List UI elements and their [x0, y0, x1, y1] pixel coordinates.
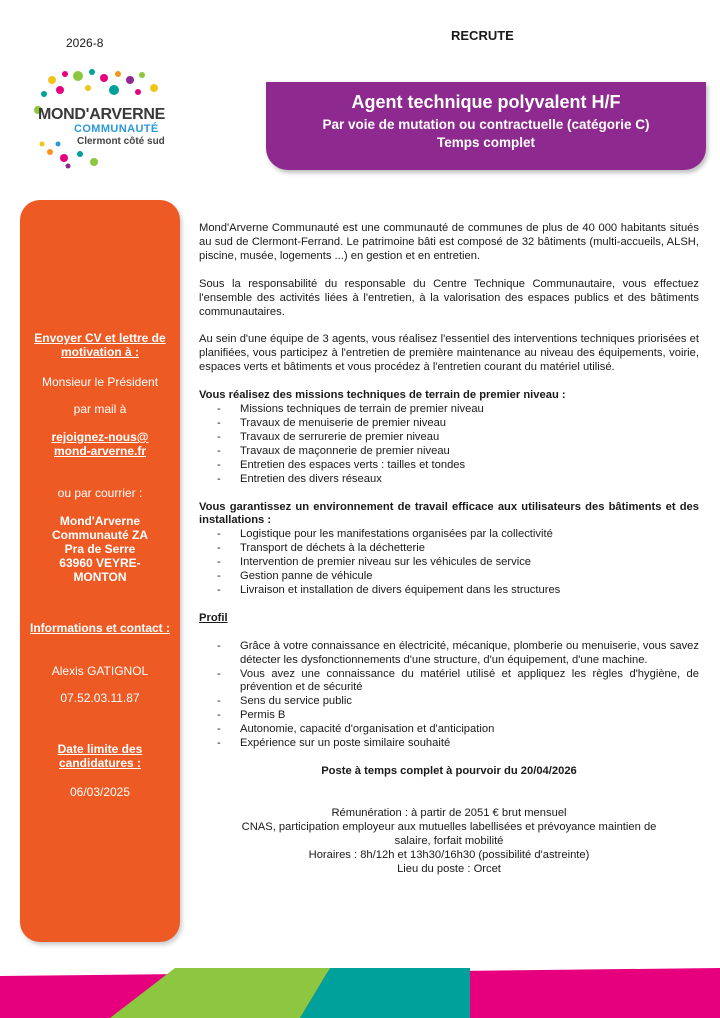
- logo-subtitle: COMMUNAUTÉ: [74, 123, 159, 135]
- work-location: Lieu du poste : Orcet: [397, 862, 501, 875]
- poste-availability: Poste à temps complet à pourvoir du 20/04/2026: [321, 765, 577, 777]
- benefits: CNAS, participation employeur aux mutuelles labellisées et prévoyance maintien de salaire, forfait mobilité: [241, 820, 657, 847]
- list-item: - Livraison et installation de divers équipement dans les structures: [217, 584, 699, 598]
- application-email-link[interactable]: rejoignez-nous@mond-arverne.fr: [51, 430, 149, 458]
- deadline-heading: Date limite des candidatures :: [57, 742, 143, 770]
- logo-name: MOND'ARVERNE: [38, 106, 166, 123]
- decorative-color-stripe: [0, 968, 720, 1018]
- list-item: - Intervention de premier niveau sur les véhicules de service: [217, 556, 699, 570]
- section2-list: [199, 528, 699, 598]
- recrute-heading: RECRUTE: [451, 28, 514, 43]
- postal-address: Mond'Arverne Communauté ZA Pra de Serre 63960 VEYRE-MONTON: [52, 514, 148, 584]
- working-hours: Horaires : 8h/12h et 13h30/16h30 (possibilité d'astreinte): [308, 848, 590, 861]
- job-title: Agent technique polyvalent H/F: [351, 92, 621, 112]
- deadline-date: 06/03/2025: [69, 785, 131, 799]
- send-cv-heading: Envoyer CV et lettre de motivation à :: [34, 331, 166, 359]
- job-description: [199, 222, 699, 876]
- list-item: - Travaux de maçonnerie de premier niveau: [217, 445, 699, 459]
- list-item: - Permis B: [217, 709, 699, 723]
- job-contract-type: Par voie de mutation ou contractuelle (catégorie C): [322, 117, 650, 132]
- section1-title: Vous réalisez des missions techniques de terrain de premier niveau :: [199, 389, 566, 402]
- profil-heading: Profil: [199, 611, 228, 624]
- intro-paragraph-3: Au sein d'une équipe de 3 agents, vous réalisez l'essentiel des interventions techniques priorisées et planifiées, vous participez à l'entretien de première maintenance au niveau des équipements, voirie, espaces verts et bâtiments et vous procédez à l'entretien courant du matériel utilisé.: [199, 333, 699, 374]
- section2-title: Vous garantissez un environnement de travail efficace aux utilisateurs des bâtiments et des installations :: [199, 500, 699, 527]
- contact-name: Alexis GATIGNOL: [51, 664, 149, 678]
- list-item: - Grâce à votre connaissance en électricité, mécanique, plomberie ou menuiserie, vous savez détecter les dysfonctionnements d'une structure, d'un équipement, d'une machine.: [217, 640, 699, 668]
- intro-paragraph-1: Mond'Arverne Communauté est une communauté de communes de plus de 40 000 habitants situés au sud de Clermont-Ferrand. Le patrimoine bâti est composé de 32 bâtiments (multi-accueils, ALSH, piscine, musée, logements ...) en gestion et en entretien.: [199, 222, 699, 262]
- list-item: - Gestion panne de véhicule: [217, 570, 699, 584]
- section1-list: [199, 403, 699, 486]
- list-item: - Autonomie, capacité d'organisation et d'anticipation: [217, 723, 699, 737]
- list-item: - Travaux de menuiserie de premier niveau: [217, 417, 699, 431]
- list-item: - Missions techniques de terrain de premier niveau: [217, 403, 699, 417]
- application-sidebar: [20, 200, 180, 942]
- job-title-banner: [266, 82, 706, 170]
- list-item: - Vous avez une connaissance du matériel utilisé et appliquez les règles d'hygiène, de prévention et de sécurité: [217, 668, 699, 696]
- list-item: - Entretien des divers réseaux: [217, 473, 699, 487]
- by-post-label: ou par courrier :: [57, 486, 143, 500]
- list-item: - Sens du service public: [217, 695, 699, 709]
- contact-phone: 07.52.03.11.87: [60, 691, 140, 705]
- logo-tagline: Clermont côté sud: [77, 136, 165, 147]
- mondarverne-logo: [30, 66, 190, 170]
- list-item: - Travaux de serrurerie de premier niveau: [217, 431, 699, 445]
- profil-list: [199, 640, 699, 751]
- job-working-time: Temps complet: [436, 135, 536, 150]
- list-item: - Expérience sur un poste similaire souhaité: [217, 737, 699, 751]
- recipient: Monsieur le Président: [41, 375, 159, 389]
- remuneration: Rémunération : à partir de 2051 € brut mensuel: [331, 806, 567, 819]
- list-item: - Logistique pour les manifestations organisées par la collectivité: [217, 528, 699, 542]
- list-item: - Transport de déchets à la déchetterie: [217, 542, 699, 556]
- list-item: - Entretien des espaces verts : tailles et tondes: [217, 459, 699, 473]
- intro-paragraph-2: Sous la responsabilité du responsable du Centre Technique Communautaire, vous effectuez l'ensemble des activités liées à l'entretien, à la valorisation des espaces publics et des bâtiments communautaires.: [199, 277, 699, 318]
- document-reference: 2026-8: [66, 36, 104, 50]
- info-contact-heading: Informations et contact :: [29, 621, 170, 635]
- by-mail-label: par mail à: [73, 402, 127, 416]
